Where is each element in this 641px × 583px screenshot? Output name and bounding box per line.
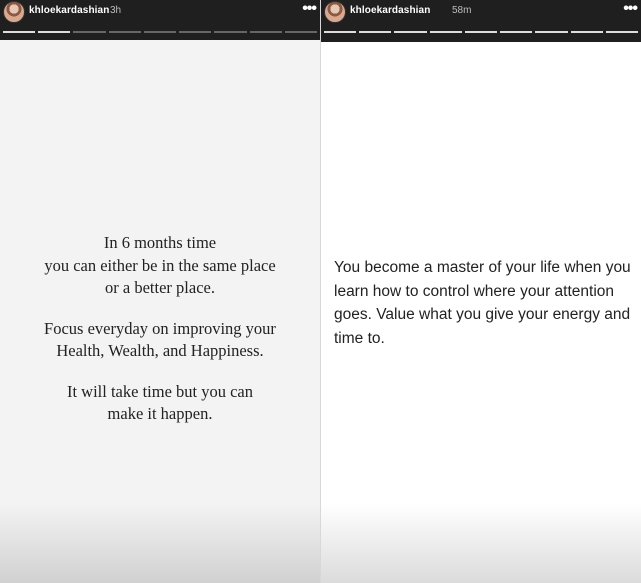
progress-segment bbox=[250, 31, 282, 33]
progress-segment bbox=[359, 31, 391, 33]
bottom-fade bbox=[321, 503, 641, 583]
story-header bbox=[321, 0, 641, 42]
text-line: In 6 months time bbox=[103, 233, 217, 252]
text-line: Focus everyday on improving your bbox=[44, 318, 276, 338]
story-text bbox=[0, 232, 320, 444]
post-time: 58m bbox=[452, 5, 472, 16]
more-options-icon[interactable]: ••• bbox=[623, 0, 637, 17]
text-line: make it happen. bbox=[107, 404, 213, 423]
text-line: or a better place. bbox=[105, 278, 215, 297]
text-line: Health, Wealth, and Happiness. bbox=[56, 341, 264, 360]
text-line: you can either be in the same place bbox=[44, 255, 276, 275]
progress-segment bbox=[465, 31, 497, 33]
progress-segment bbox=[394, 31, 426, 33]
story-progress-bar bbox=[3, 31, 317, 33]
progress-segment bbox=[38, 31, 70, 33]
progress-segment bbox=[179, 31, 211, 33]
progress-segment bbox=[144, 31, 176, 33]
username[interactable]: khloekardashian bbox=[350, 5, 431, 16]
story-header bbox=[0, 0, 320, 40]
progress-segment bbox=[285, 31, 317, 33]
profile-avatar[interactable] bbox=[324, 1, 346, 23]
progress-segment bbox=[606, 31, 638, 33]
bottom-fade bbox=[0, 503, 320, 583]
progress-segment bbox=[500, 31, 532, 33]
progress-segment bbox=[430, 31, 462, 33]
more-options-icon[interactable]: ••• bbox=[302, 0, 316, 17]
progress-segment bbox=[3, 31, 35, 33]
post-time: 3h bbox=[110, 5, 122, 16]
story-progress-bar bbox=[324, 31, 638, 33]
story-panel-right[interactable] bbox=[321, 0, 641, 583]
profile-avatar[interactable] bbox=[3, 1, 25, 23]
story-panel-left[interactable] bbox=[0, 0, 320, 583]
text-line: It will take time but you can bbox=[66, 381, 254, 401]
progress-segment bbox=[535, 31, 567, 33]
progress-segment bbox=[73, 31, 105, 33]
progress-segment bbox=[109, 31, 141, 33]
username[interactable]: khloekardashian bbox=[29, 5, 110, 16]
story-text: You become a master of your life when you learn how to control where your attention goes. Value what you give your energy and time to. bbox=[334, 259, 631, 347]
progress-segment bbox=[324, 31, 356, 33]
progress-segment bbox=[214, 31, 246, 33]
progress-segment bbox=[571, 31, 603, 33]
